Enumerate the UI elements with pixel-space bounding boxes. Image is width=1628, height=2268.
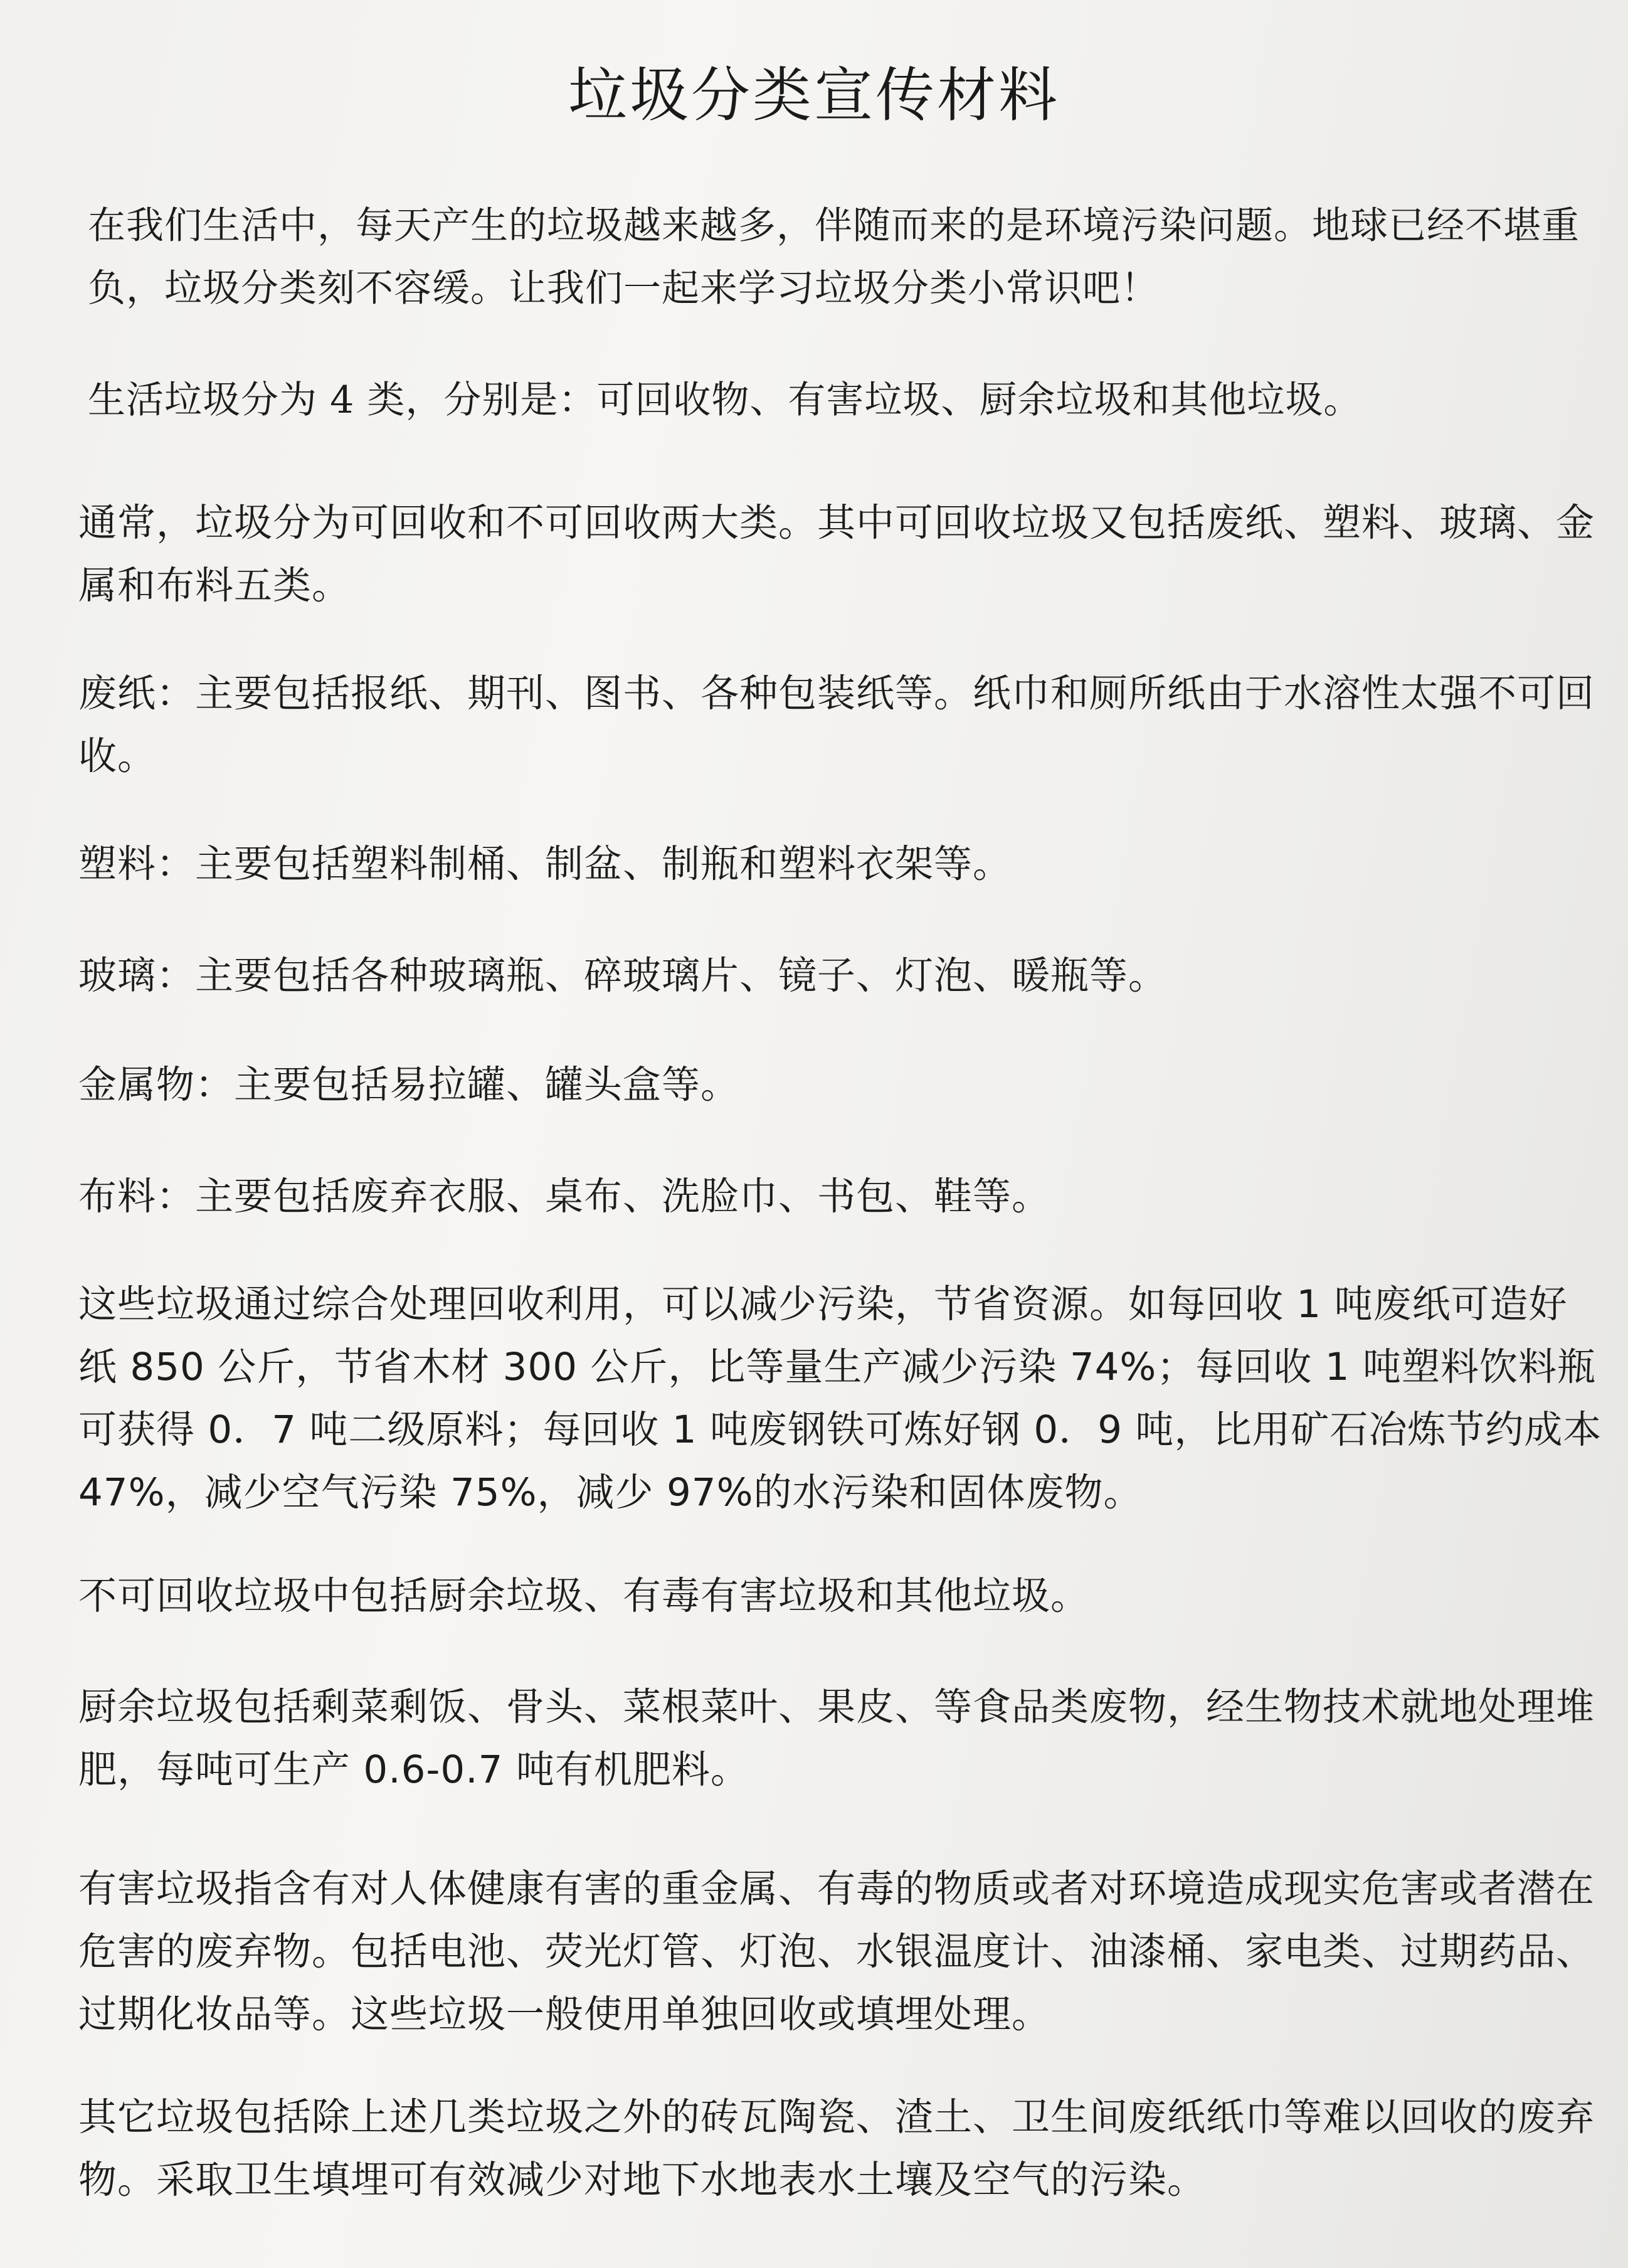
paragraph-four-categories: 生活垃圾分为 4 类，分别是：可回收物、有害垃圾、厨余垃圾和其他垃圾。 — [88, 378, 1362, 422]
paragraph-plastic: 塑料：主要包括塑料制桶、制盆、制瓶和塑料衣架等。 — [78, 842, 1012, 886]
paragraph-non-recyclable: 不可回收垃圾中包括厨余垃圾、有毒有害垃圾和其他垃圾。 — [78, 1574, 1090, 1618]
document-title: 垃圾分类宣传材料 — [568, 61, 1060, 130]
paragraph-cloth: 布料：主要包括废弃衣服、桌布、洗脸巾、书包、鞋等。 — [78, 1174, 1051, 1219]
paragraph-metal: 金属物：主要包括易拉罐、罐头盒等。 — [78, 1062, 740, 1107]
paragraph-hazardous-waste: 有害垃圾指含有对人体健康有害的重金属、有毒的物质或者对环境造成现实危害或者潜在危害的废弃物。包括电池、荧光灯管、灯泡、水银温度计、油漆桶、家电类、过期药品、过期化妆品等。这些垃圾一般使用单独回收或填埋处理。 — [78, 1867, 1595, 2037]
paragraph-other-waste: 其它垃圾包括除上述几类垃圾之外的砖瓦陶瓷、渣土、卫生间废纸纸巾等难以回收的废弃物。采取卫生填埋可有效减少对地下水地表水土壤及空气的污染。 — [78, 2095, 1595, 2202]
paragraph-kitchen-waste: 厨余垃圾包括剩菜剩饭、骨头、菜根菜叶、果皮、等食品类废物，经生物技术就地处理堆肥，每吨可生产 0.6-0.7 吨有机肥料。 — [78, 1685, 1595, 1792]
paragraph-glass: 玻璃：主要包括各种玻璃瓶、碎玻璃片、镜子、灯泡、暖瓶等。 — [78, 953, 1168, 998]
paragraph-paper: 废纸：主要包括报纸、期刊、图书、各种包装纸等。纸巾和厕所纸由于水溶性太强不可回收。 — [78, 671, 1595, 778]
paragraph-recycling-benefits: 这些垃圾通过综合处理回收利用，可以减少污染，节省资源。如每回收 1 吨废纸可造好纸 850 公斤，节省木材 300 公斤，比等量生产减少污染 74%；每回收 1 吨塑料饮料瓶可获得 0．7 吨二级原料；每回收 1 吨废钢铁可炼好钢 0．9 吨，比用矿石冶炼节约成本 47%，减少空气污染 75%，减少 97%的水污染和固体废物。 — [78, 1282, 1602, 1515]
paragraph-recyclable-overview: 通常，垃圾分为可回收和不可回收两大类。其中可回收垃圾又包括废纸、塑料、玻璃、金属和布料五类。 — [78, 501, 1595, 608]
paragraph-intro: 在我们生活中，每天产生的垃圾越来越多，伴随而来的是环境污染问题。地球已经不堪重负，垃圾分类刻不容缓。让我们一起来学习垃圾分类小常识吧！ — [88, 204, 1580, 310]
